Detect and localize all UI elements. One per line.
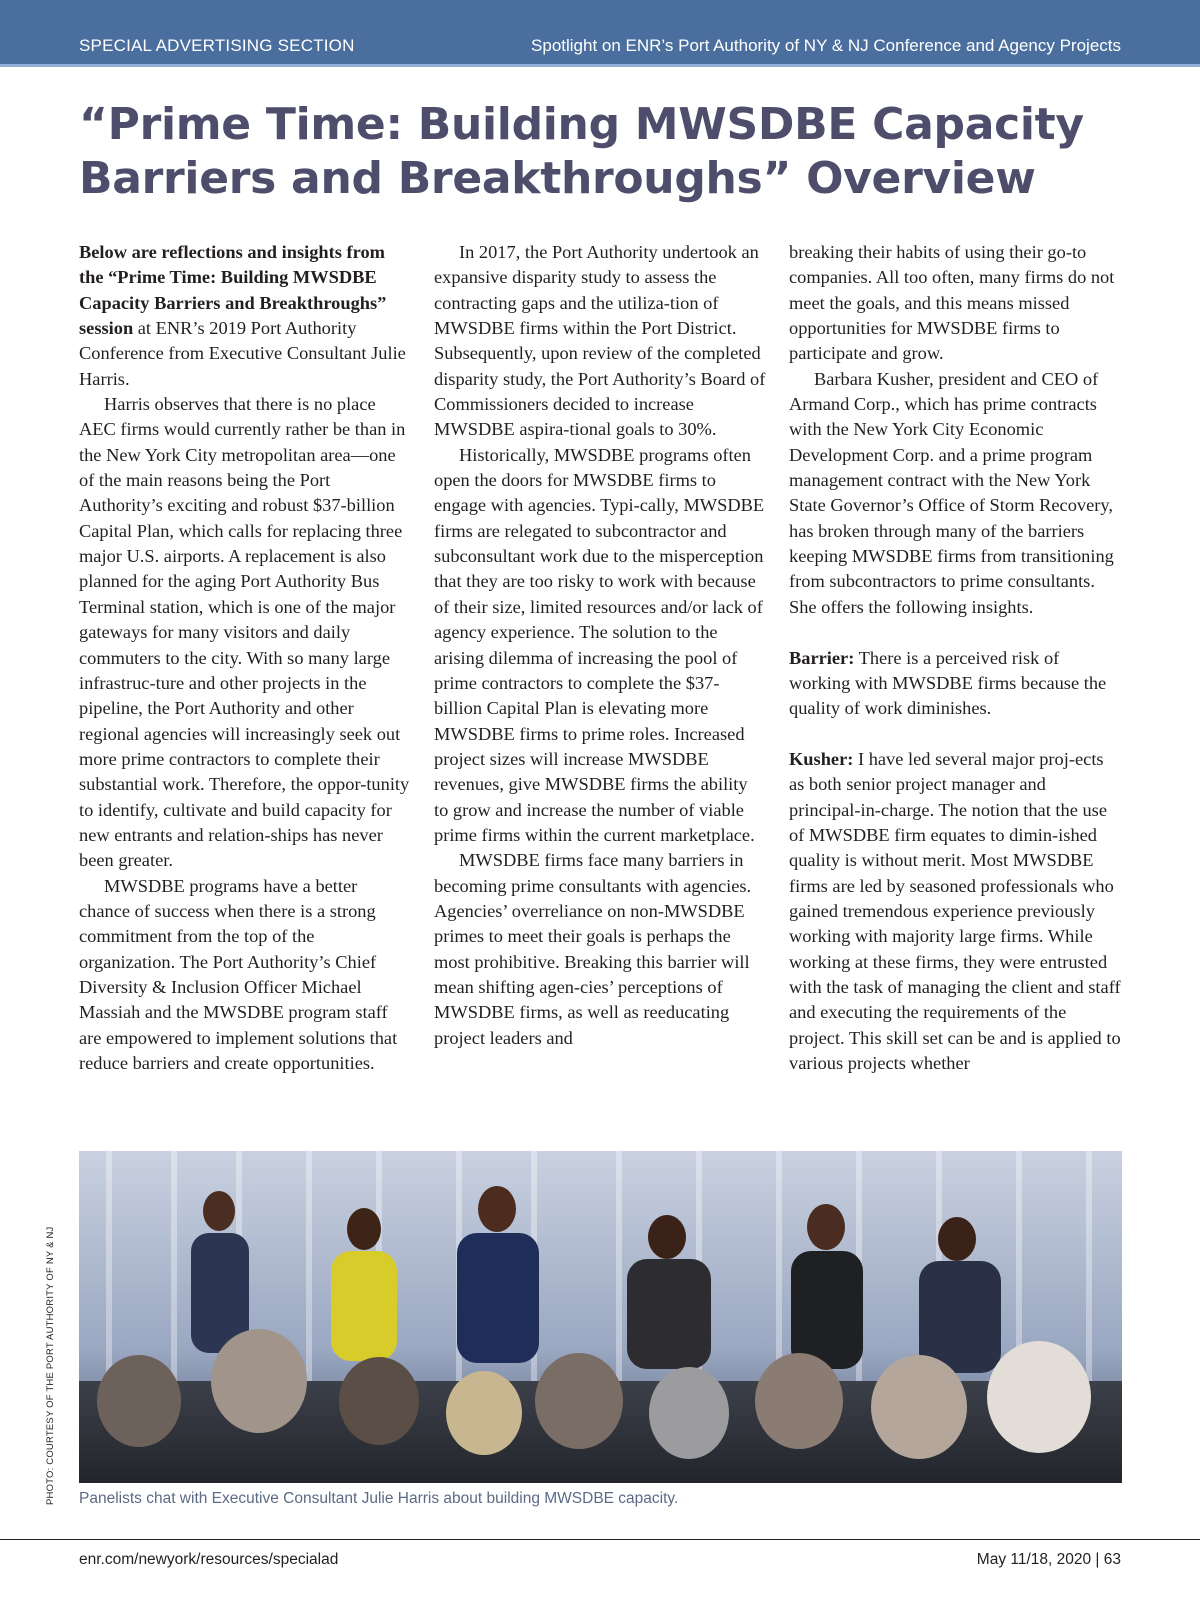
paragraph: Historically, MWSDBE programs often open the doors for MWSDBE firms to engage with agencies. Typi-cally, MWSDBE firms are relegated to subcontractor and subconsultant work due to the misperception that they are too risky to work with because of their size, limited resources and/or lack of agency experience. The solution to the arising dilemma of increasing the pool of prime contractors to complete the $37-billion Capital Plan is elevating more MWSDBE firms to prime roles. Increased project sizes will increase MWSDBE revenues, give MWSDBE firms the ability to grow and increase the number of viable prime firms within the current marketplace. — [434, 444, 765, 845]
article-title-line-1: “Prime Time: Building MWSDBE Capacity — [79, 99, 1084, 150]
panel-photo-illustration — [79, 1151, 1122, 1483]
footer-date-page: May 11/18, 2020 | 63 — [976, 1551, 1121, 1568]
kusher-text: I have led several major proj-ects as both senior project manager and principal-in-charge. The notion that the use of MWSDBE firm equates to dimin-ished quality is without merit. Most MWSDBE firms are led by seasoned professionals who gained tremendous experience previously working with majority large firms. While working at these firms, they were entrusted with the task of managing the client and staff and executing the requirements of the project. This skill set can be and is applied to various projects whether — [789, 748, 1121, 1073]
paragraph: Harris observes that there is no place AEC firms would currently rather be than in the New York City metropolitan area—one of the main reasons being the Port Authority’s exciting and robust $37-billion Capital Plan, which calls for replacing three major U.S. airports. A replacement is also planned for the aging Port Authority Bus Terminal station, which is one of the major gateways for many visitors and daily commuters to the city. With so many large infrastruc-ture and other projects in the pipeline, the Port Authority and other regional agencies will increasingly seek out more prime contractors to complete their substantial work. Therefore, the oppor-tunity to identify, cultivate and build capacity for new entrants and relation-ships has never been greater. — [79, 394, 410, 871]
paragraph: breaking their habits of using their go-to companies. All too often, many firms do not meet the goals, and this means missed opportunities for MWSDBE firms to participate and grow. — [789, 242, 1115, 364]
paragraph: Barbara Kusher, president and CEO of Armand Corp., which has prime contracts with the New York City Economic Development Corp. and a prime program management contract with the New York State Governor’s Office of Storm Recovery, has broken through many of the barriers keeping MWSDBE firms from transitioning from subcontractors to prime consultants. She offers the following insights. — [789, 368, 1114, 617]
kusher-paragraph — [789, 747, 1121, 1076]
paragraph: MWSDBE firms face many barriers in becoming prime consultants with agencies. Agencies’ overreliance on non-MWSDBE primes to meet their goals is perhaps the most prohibitive. Breaking this barrier will mean shifting agen-cies’ perceptions of MWSDBE firms, as well as reeducating project leaders and — [434, 850, 752, 1048]
footer-url: enr.com/newyork/resources/specialad — [79, 1551, 339, 1568]
text-column-3 — [789, 240, 1121, 1076]
article-title — [79, 98, 1139, 206]
intro-paragraph — [79, 240, 411, 392]
footer-divider — [0, 1539, 1200, 1540]
photo-caption: Panelists chat with Executive Consultant Julie Harris about building MWSDBE capacity. — [79, 1490, 679, 1507]
section-header-bar — [0, 0, 1200, 67]
barrier-label: Barrier: — [789, 647, 855, 668]
spotlight-title: Spotlight on ENR’s Port Authority of NY & NJ Conference and Agency Projects — [531, 36, 1121, 55]
photo-credit: PHOTO: COURTESY OF THE PORT AUTHORITY OF NY & NJ — [45, 1226, 56, 1505]
barrier-paragraph — [789, 646, 1121, 722]
paragraph: In 2017, the Port Authority undertook an expansive disparity study to assess the contracting gaps and the utiliza-tion of MWSDBE firms within the Port District. Subsequently, upon review of the completed disparity study, the Port Authority’s Board of Commissioners decided to increase MWSDBE aspira-tional goals to 30%. — [434, 242, 766, 440]
intro-lead-bold: Below are reflections and insights from the “Prime Time: Building MWSDBE Capacity Barriers and Breakthroughs” session — [79, 242, 387, 339]
paragraph: MWSDBE programs have a better chance of success when there is a strong commitment from the top of the organization. The Port Authority’s Chief Diversity & Inclusion Officer Michael Massiah and the MWSDBE program staff are empowered to implement solutions that reduce barriers and create opportunities. — [79, 875, 398, 1073]
text-column-1 — [79, 240, 411, 1076]
intro-lead-rest: at ENR’s 2019 Port Authority Conference from Executive Consultant Julie Harris. — [79, 318, 406, 389]
text-column-2 — [434, 240, 766, 1051]
section-label: SPECIAL ADVERTISING SECTION — [79, 36, 355, 55]
article-title-line-2: Barriers and Breakthroughs” Overview — [79, 153, 1036, 204]
kusher-label: Kusher: — [789, 748, 854, 769]
panel-photo — [79, 1151, 1122, 1483]
barrier-text: There is a perceived risk of working with MWSDBE firms because the quality of work diminishes. — [789, 647, 1107, 719]
